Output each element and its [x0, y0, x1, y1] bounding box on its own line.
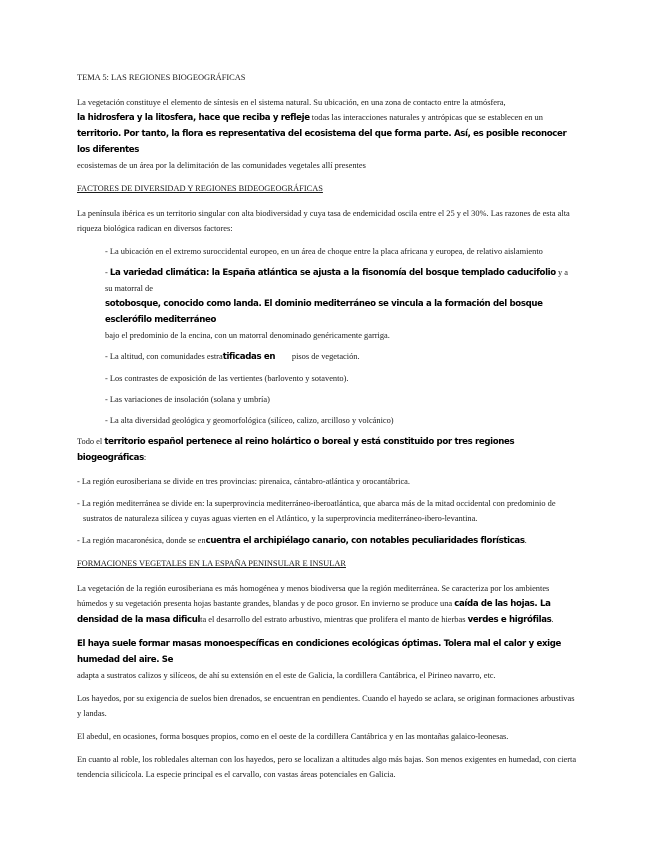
- document-page: [77, 70, 577, 790]
- r3-text-a: - La región macaronésica, donde se en: [77, 536, 206, 545]
- section-heading-formaciones: FORMACIONES VEGETALES EN LA ESPAÑA PENINSULAR E INSULAR: [77, 559, 346, 568]
- intro-text-c: todas las interacciones naturales y antrópicas que se establecen en un: [309, 113, 543, 122]
- s2p1-handwritten-d: verdes e higrófilas: [467, 615, 552, 625]
- section2-paragraph-1: [77, 581, 577, 628]
- intro-handwritten-d: territorio. Por tanto, la flora es representativa del ecosistema del que forma parte. Así, es posible reconocer los diferentes: [77, 129, 567, 155]
- section2-paragraph-4: El abedul, en ocasiones, forma bosques propios, como en el oeste de la cordillera Cantábrica y en las montañas galaico-leonesas.: [77, 732, 509, 741]
- intro-text-a: La vegetación constituye el elemento de síntesis en el sistema natural. Su ubicación, en una zona de contacto entre la atmósfera,: [77, 98, 506, 107]
- section-heading-factores: FACTORES DE DIVERSIDAD Y REGIONES BIDEOGEOGRÁFICAS: [77, 184, 323, 193]
- section2-paragraph-2: [77, 636, 577, 683]
- s2p1-text-c: ta el desarrollo del estrato arbustivo, mientras que prolifera el manto de hierbas: [200, 615, 468, 624]
- p2-text-c: :: [143, 453, 147, 462]
- region-mediterranea: - La región mediterránea se divide en: la superprovincia mediterráneo-iberoatlántica, que abarca más de la mitad occidental con predominio de sustratos de naturaleza silícea y cuyas aguas vierten en el Atlántico, y la superprovincia mediterráneo-ibero-levantina.: [77, 499, 556, 523]
- region-macaronesica: [77, 533, 577, 549]
- factor-clima-handwritten-d: sotobosque, conocido como landa. El dominio mediterráneo se vincula a la formación del bosque esclerófilo mediterráneo: [105, 299, 543, 325]
- section1-paragraph-2: [77, 434, 577, 466]
- p2-text-a: Todo el: [77, 437, 105, 446]
- region-eurosiberiana: - La región eurosiberiana se divide en tres provincias: pirenaica, cántabro-atlántica y orocantábrica.: [77, 477, 410, 486]
- intro-paragraph: [77, 95, 577, 173]
- s2p1-handwritten-b: caída de las hojas. La densidad de la masa dificul: [77, 599, 551, 625]
- factor-altitud-text-c: pisos de vegetación.: [275, 352, 360, 361]
- s2p1-text-a: La vegetación de la región eurosiberiana es más homogénea y menos biodiversa que la región mediterránea. Se caracteriza por los ambientes húmedos y su vegetación presenta hojas bastante grandes, blandas y de poco grosor. En invierno se produce una: [77, 584, 550, 608]
- factor-altitud-handwritten-b: tificadas en: [222, 352, 276, 362]
- s2p2-text-b: adapta a sustratos calizos y silíceos, de ahí su extensión en el este de Galicia, la cordillera Cantábrica, el Pirineo navarro, etc.: [77, 671, 496, 680]
- factor-geologia: - La alta diversidad geológica y geomorfológica (silíceo, calizo, arcilloso y volcánico): [105, 416, 394, 425]
- s2p2-handwritten-a: El haya suele formar masas monoespecíficas en condiciones ecológicas óptimas. Tolera mal el calor y exige humedad del aire. Se: [77, 639, 562, 665]
- section1-paragraph-1: La península ibérica es un territorio singular con alta biodiversidad y cuya tasa de endemicidad oscila entre el 25 y el 30%. Las razones de esta alta riqueza biológica radican en diversos factores:: [77, 209, 570, 233]
- factor-clima-text-c: y a su matorral de: [105, 268, 568, 293]
- section2-paragraph-5: En cuanto al roble, los robledales alternan con los hayedos, pero se localizan a altitudes algo más bajas. Son menos exigentes en humedad, con cierta tendencia silicícola. La especie principal es el carvallo, con vastas áreas potenciales en Galicia.: [77, 755, 577, 779]
- factor-clima-handwritten-b: La variedad climática: la España atlántica se ajusta a la fisonomía del bosque templado caducifolio: [109, 268, 556, 278]
- s2p1-text-e: .: [551, 615, 554, 624]
- factor-clima: [77, 265, 577, 343]
- r3-handwritten-b: cuentra el archipiélago canario, con notables peculiaridades florísticas: [205, 536, 525, 546]
- factor-exposicion: - Los contrastes de exposición de las vertientes (barlovento y sotavento).: [105, 374, 349, 383]
- factor-altitud-text-a: - La altitud, con comunidades estra: [105, 352, 223, 361]
- factor-clima-text-e: bajo el predominio de la encina, con un matorral denominado genéricamente garriga.: [105, 331, 390, 340]
- page-title: TEMA 5: LAS REGIONES BIOGEOGRÁFICAS: [77, 73, 246, 82]
- p2-handwritten-b: territorio español pertenece al reino holártico o boreal y está constituido por tres regiones biogeográficas: [77, 437, 515, 463]
- factor-altitud: [77, 349, 577, 365]
- factor-ubicacion: - La ubicación en el extremo suroccidental europeo, en un área de choque entre la placa africana y europea, de relativo aislamiento: [105, 247, 543, 256]
- section2-paragraph-3: Los hayedos, por su exigencia de suelos bien drenados, se encuentran en pendientes. Cuando el hayedo se aclara, se originan formaciones arbustivas y landas.: [77, 694, 575, 718]
- factor-clima-dash: -: [105, 268, 110, 277]
- factor-insolacion: - Las variaciones de insolación (solana y umbría): [105, 395, 270, 404]
- intro-handwritten-b: la hidrosfera y la litosfera, hace que reciba y refleje: [77, 113, 310, 123]
- r3-text-c: .: [524, 536, 527, 545]
- intro-text-e: ecosistemas de un área por la delimitación de las comunidades vegetales allí presentes: [77, 161, 366, 170]
